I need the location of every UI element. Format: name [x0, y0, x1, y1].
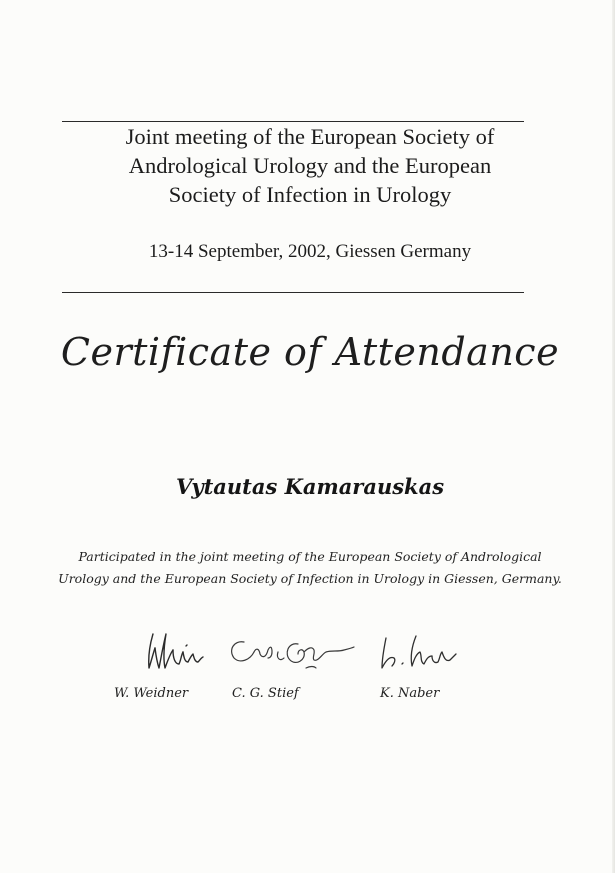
meeting-title-line-1: Joint meeting of the European Society of [125, 124, 495, 149]
meeting-date-location: 13-14 September, 2002, Giessen Germany [148, 241, 472, 262]
meeting-heading [40, 122, 580, 209]
signatory-name-stief: C. G. Stief [232, 686, 299, 701]
signatory-name-naber: K. Naber [380, 686, 440, 701]
recipient-name: Vytautas Kamarauskas [175, 474, 445, 499]
bottom-divider [62, 292, 524, 293]
statement-line-2: Urology and the European Society of Infection in Urology in Giessen, Germany. [58, 571, 562, 586]
certificate-title: Certificate of Attendance [60, 330, 560, 374]
meeting-title-line-3: Society of Infection in Urology [168, 182, 452, 207]
participation-statement [40, 546, 580, 590]
meeting-title-line-2: Andrological Urology and the European [128, 153, 492, 178]
signature-stief [226, 628, 356, 676]
signature-naber [376, 628, 466, 676]
statement-line-1: Participated in the joint meeting of the European Society of Andrological [78, 549, 542, 564]
signature-weidner [143, 628, 209, 676]
signatory-name-weidner: W. Weidner [114, 686, 189, 701]
